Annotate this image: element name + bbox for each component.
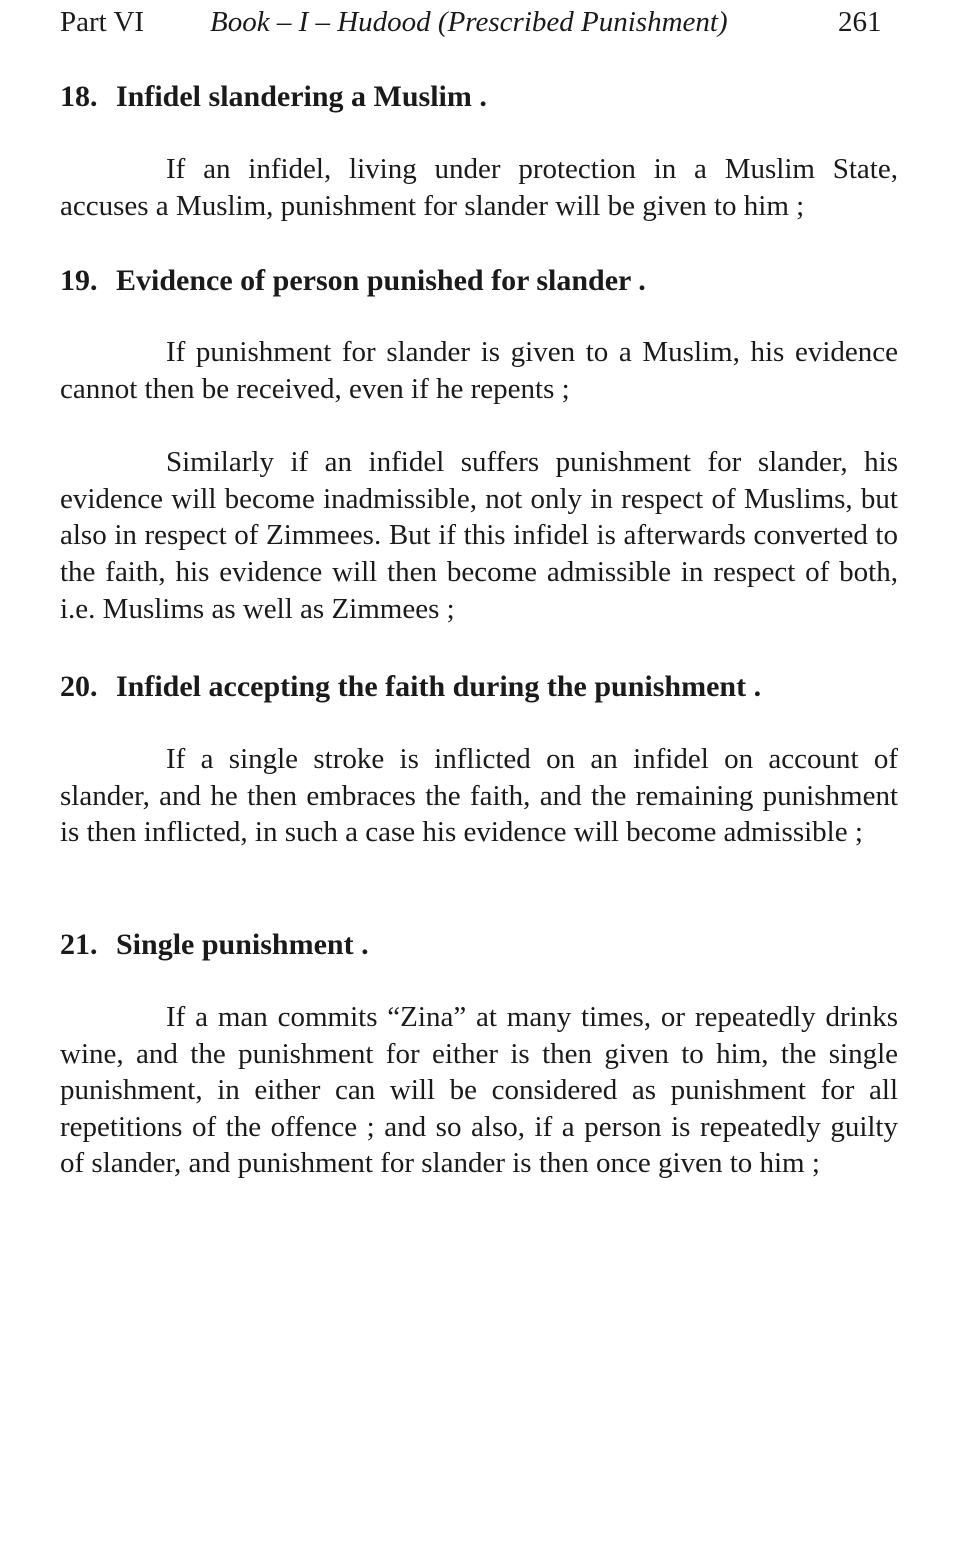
- paragraph: If punishment for slander is given to a Muslim, his evidence cannot then be received, even if he repents ;: [60, 336, 898, 405]
- section-18: [60, 78, 898, 224]
- paragraph: Similarly if an infidel suffers punishment for slander, his evidence will become inadmissible, not only in respect of Muslims, but also in respect of Zimmees. But if this infidel is afterwards converted to the faith, his evidence will then become admissible in respect of both, i.e. Muslims as well as Zimmees ;: [60, 446, 898, 625]
- paragraph: If an infidel, living under protection in a Muslim State, accuses a Muslim, punishment for slander will be given to him ;: [60, 153, 898, 222]
- section-heading: [60, 668, 898, 705]
- section-heading: [60, 262, 898, 299]
- section-title: Infidel accepting the faith during the punishment .: [116, 670, 762, 703]
- section-title: Infidel slandering a Muslim .: [116, 80, 487, 113]
- section-number: 21.: [60, 928, 98, 961]
- running-header: [60, 4, 898, 40]
- section-21: [60, 926, 898, 1182]
- section-heading: [60, 926, 898, 963]
- section-19: [60, 262, 898, 627]
- header-book-title: Book – I – Hudood (Prescribed Punishment): [210, 6, 728, 38]
- section-title: Single punishment .: [116, 928, 369, 961]
- paragraph: If a single stroke is inflicted on an infidel on account of slander, and he then embraces the faith, and the remaining punishment is then inflicted, in such a case his evidence will become admissible ;: [60, 743, 898, 849]
- header-part: Part VI: [60, 6, 145, 38]
- section-number: 19.: [60, 264, 98, 297]
- section-title: Evidence of person punished for slander .: [116, 264, 646, 297]
- paragraph: If a man commits “Zina” at many times, or repeatedly drinks wine, and the punishment for either is then given to him, the single punishment, in either can will be considered as punishment for all repetitions of the offence ; and so also, if a person is repeatedly guilty of slander, and punishment for slander is then once given to him ;: [60, 1001, 898, 1180]
- section-20: [60, 668, 898, 851]
- section-heading: [60, 78, 898, 115]
- section-number: 18.: [60, 80, 98, 113]
- page-number: 261: [838, 6, 882, 38]
- section-number: 20.: [60, 670, 98, 703]
